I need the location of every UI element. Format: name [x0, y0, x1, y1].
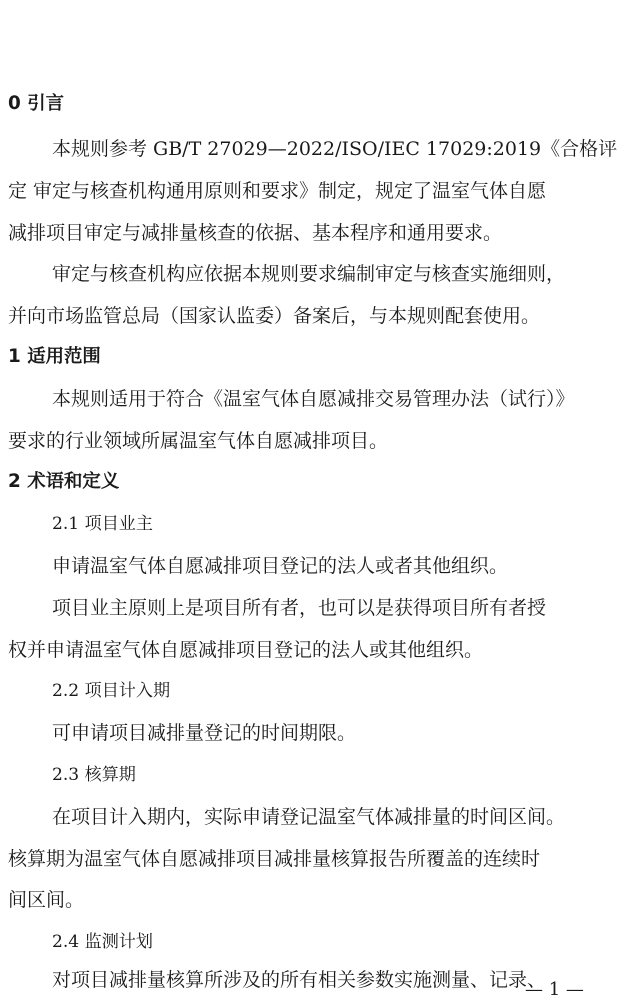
paragraph-line: 定 审定与核查机构通用原则和要求》制定，规定了温室气体自愿: [8, 180, 547, 202]
paragraph-line: 对项目减排量核算所涉及的所有相关参数实施测量、记录、: [52, 969, 547, 991]
paragraph-line: 项目业主原则上是项目所有者，也可以是获得项目所有者授: [52, 597, 547, 619]
paragraph-line: 可申请项目减排量登记的时间期限。: [52, 722, 357, 744]
paragraph-line: 本规则参考 GB/T 27029—2022/ISO/IEC 17029:2019《合格评: [52, 138, 618, 160]
section-1-heading: 1 适用范围: [8, 346, 101, 367]
subsection-2-3-title: 2.3 核算期: [52, 765, 136, 785]
paragraph-line: 权并申请温室气体自愿减排项目登记的法人或其他组织。: [8, 639, 484, 661]
paragraph-line: 并向市场监管总局（国家认监委）备案后，与本规则配套使用。: [8, 305, 541, 327]
section-0-heading: 0 引言: [8, 93, 65, 114]
section-2-heading: 2 术语和定义: [8, 471, 120, 492]
paragraph-line: 审定与核查机构应依据本规则要求编制审定与核查实施细则，: [52, 263, 566, 285]
subsection-2-1-title: 2.1 项目业主: [52, 514, 153, 534]
subsection-2-4-title: 2.4 监测计划: [52, 932, 153, 952]
paragraph-line: 在项目计入期内，实际申请登记温室气体减排量的时间区间。: [52, 806, 566, 828]
paragraph-line: 要求的行业领域所属温室气体自愿减排项目。: [8, 430, 389, 452]
paragraph-line: 减排项目审定与减排量核查的依据、基本程序和通用要求。: [8, 222, 503, 244]
page-number: — 1 —: [525, 979, 584, 1000]
subsection-2-2-title: 2.2 项目计入期: [52, 681, 171, 701]
paragraph-line: 申请温室气体自愿减排项目登记的法人或者其他组织。: [52, 555, 509, 577]
paragraph-line: 核算期为温室气体自愿减排项目减排量核算报告所覆盖的连续时: [8, 848, 541, 870]
paragraph-line: 间区间。: [8, 889, 85, 911]
paragraph-line: 本规则适用于符合《温室气体自愿减排交易管理办法（试行）》: [52, 388, 575, 410]
